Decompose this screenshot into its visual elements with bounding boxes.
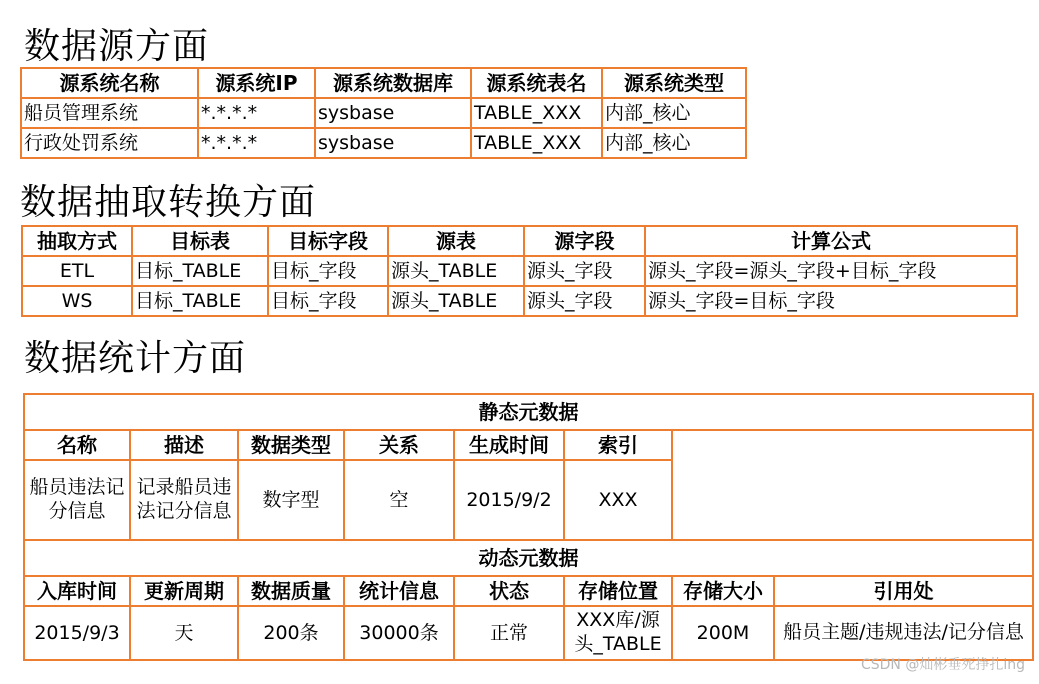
cell: 源头_字段=源头_字段+目标_字段	[645, 256, 1017, 286]
header-source-database: 源系统数据库	[315, 68, 471, 98]
extraction-table	[21, 225, 1018, 317]
cell: 源头_TABLE	[388, 256, 524, 286]
header-extraction-method: 抽取方式	[22, 226, 132, 256]
cell: WS	[22, 286, 132, 316]
cell: 目标_字段	[268, 256, 388, 286]
section-title-data-source: 数据源方面	[24, 26, 210, 67]
cell: 200M	[672, 606, 774, 660]
header-data-type: 数据类型	[238, 430, 344, 460]
header-storage-size: 存储大小	[672, 576, 774, 606]
empty-cell	[672, 430, 1033, 540]
cell: *.*.*.*	[198, 98, 315, 128]
header-referenced-by: 引用处	[774, 576, 1033, 606]
cell: 目标_TABLE	[132, 256, 268, 286]
dynamic-metadata-table	[23, 539, 1034, 661]
header-name: 名称	[24, 430, 130, 460]
cell: 内部_核心	[602, 128, 746, 158]
header-storage-location: 存储位置	[564, 576, 672, 606]
cell: 源头_字段	[524, 256, 645, 286]
cell: 记录船员违法记分信息	[130, 460, 238, 540]
watermark: CSDN @灿彬垂死挣扎ing	[860, 657, 1025, 673]
cell: 内部_核心	[602, 98, 746, 128]
header-formula: 计算公式	[645, 226, 1017, 256]
header-source-field: 源字段	[524, 226, 645, 256]
dynamic-metadata-heading: 动态元数据	[24, 540, 1033, 576]
cell: sysbase	[315, 128, 471, 158]
header-target-field: 目标字段	[268, 226, 388, 256]
cell: XXX	[564, 460, 672, 540]
data-source-table	[20, 67, 747, 159]
table-row	[21, 98, 746, 128]
header-statistics-info: 统计信息	[344, 576, 454, 606]
header-source-system-type: 源系统类型	[602, 68, 746, 98]
header-description: 描述	[130, 430, 238, 460]
cell: XXX库/源头_TABLE	[564, 606, 672, 660]
cell: 船员违法记分信息	[24, 460, 130, 540]
cell: 行政处罚系统	[21, 128, 198, 158]
table-row	[22, 286, 1017, 316]
cell: sysbase	[315, 98, 471, 128]
static-metadata-table	[23, 393, 1034, 541]
cell: 天	[130, 606, 238, 660]
cell: 30000条	[344, 606, 454, 660]
header-target-table: 目标表	[132, 226, 268, 256]
table-row	[21, 128, 746, 158]
header-load-time: 入库时间	[24, 576, 130, 606]
table-row	[24, 606, 1033, 660]
section-title-extraction: 数据抽取转换方面	[20, 182, 317, 223]
cell: 目标_TABLE	[132, 286, 268, 316]
header-source-table: 源表	[388, 226, 524, 256]
cell: TABLE_XXX	[471, 98, 602, 128]
cell: 源头_TABLE	[388, 286, 524, 316]
cell: 数字型	[238, 460, 344, 540]
table-row	[22, 256, 1017, 286]
cell: 2015/9/3	[24, 606, 130, 660]
header-data-quality: 数据质量	[238, 576, 344, 606]
cell: 源头_字段	[524, 286, 645, 316]
header-source-system-name: 源系统名称	[21, 68, 198, 98]
cell: 目标_字段	[268, 286, 388, 316]
header-source-table-name: 源系统表名	[471, 68, 602, 98]
section-title-statistics: 数据统计方面	[24, 338, 247, 379]
cell: 2015/9/2	[454, 460, 564, 540]
header-update-cycle: 更新周期	[130, 576, 238, 606]
cell: 船员主题/违规违法/记分信息	[774, 606, 1033, 660]
cell: ETL	[22, 256, 132, 286]
header-source-system-ip: 源系统IP	[198, 68, 315, 98]
cell: 空	[344, 460, 454, 540]
header-status: 状态	[454, 576, 564, 606]
static-metadata-heading: 静态元数据	[24, 394, 1033, 430]
cell: 正常	[454, 606, 564, 660]
header-created-time: 生成时间	[454, 430, 564, 460]
cell: 船员管理系统	[21, 98, 198, 128]
header-index: 索引	[564, 430, 672, 460]
cell: 源头_字段=目标_字段	[645, 286, 1017, 316]
cell: *.*.*.*	[198, 128, 315, 158]
cell: 200条	[238, 606, 344, 660]
cell: TABLE_XXX	[471, 128, 602, 158]
header-relation: 关系	[344, 430, 454, 460]
